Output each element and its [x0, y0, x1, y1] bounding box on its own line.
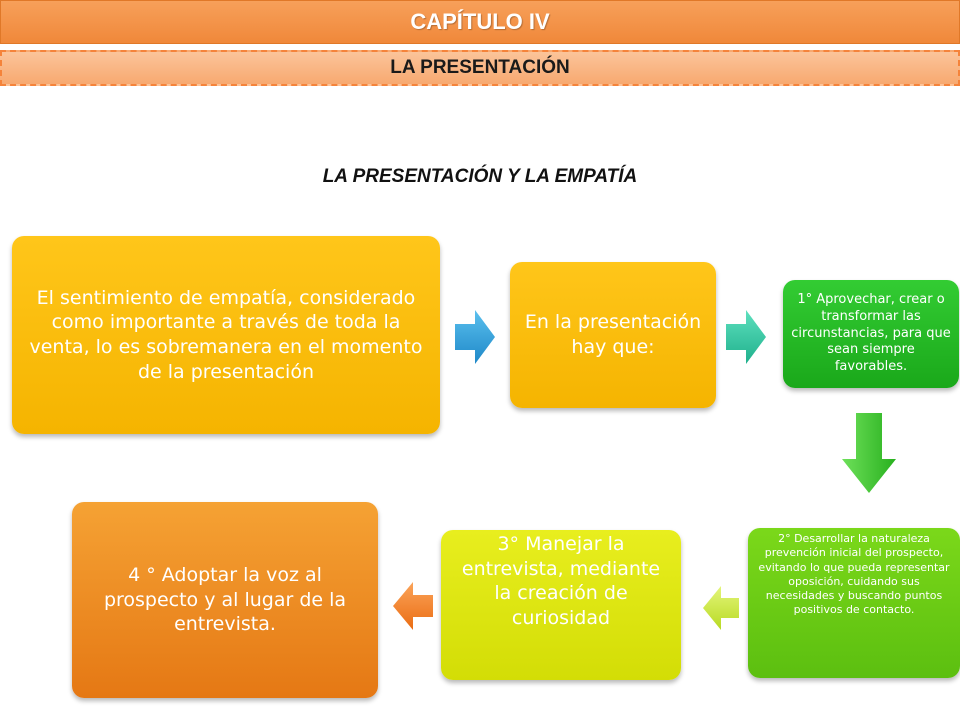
chapter-title: CAPÍTULO IV: [410, 9, 550, 34]
step-3-box: [441, 530, 681, 680]
step-2-box: [748, 528, 960, 678]
step-1-text: 1° Aprovechar, crear o transformar las circunstancias, para que sean siempre favorables.: [791, 291, 951, 375]
down-arrow-icon: [842, 413, 896, 493]
step-1-box: [783, 280, 959, 388]
section-banner: [0, 50, 960, 86]
diagram-title: LA PRESENTACIÓN Y LA EMPATÍA: [322, 166, 638, 187]
step-4-box: [72, 502, 378, 698]
empathy-intro-box: [12, 236, 440, 434]
right-arrow-icon: [455, 310, 495, 364]
chapter-banner: [0, 0, 960, 44]
presentation-text: En la presentación hay que:: [524, 311, 702, 358]
left-arrow-icon: [393, 582, 433, 630]
section-title: LA PRESENTACIÓN: [390, 57, 570, 78]
step-4-text: 4 ° Adoptar la voz al prospecto y al lugar de la entrevista.: [103, 563, 347, 636]
empathy-intro-text: El sentimiento de empatía, considerado como importante a través de toda la venta, lo es sobremanera en el momento de la presentación: [29, 286, 423, 383]
step-3-text: 3° Manejar la entrevista, mediante la creación de curiosidad: [461, 533, 661, 630]
right-arrow-icon: [726, 310, 766, 364]
left-arrow-icon: [703, 586, 739, 630]
presentation-box: [510, 262, 716, 408]
step-2-text: 2° Desarrollar la naturaleza prevención inicial del prospecto, evitando lo que pueda representar oposición, cuidando sus necesidades y buscando puntos positivos de contacto.: [758, 532, 950, 617]
